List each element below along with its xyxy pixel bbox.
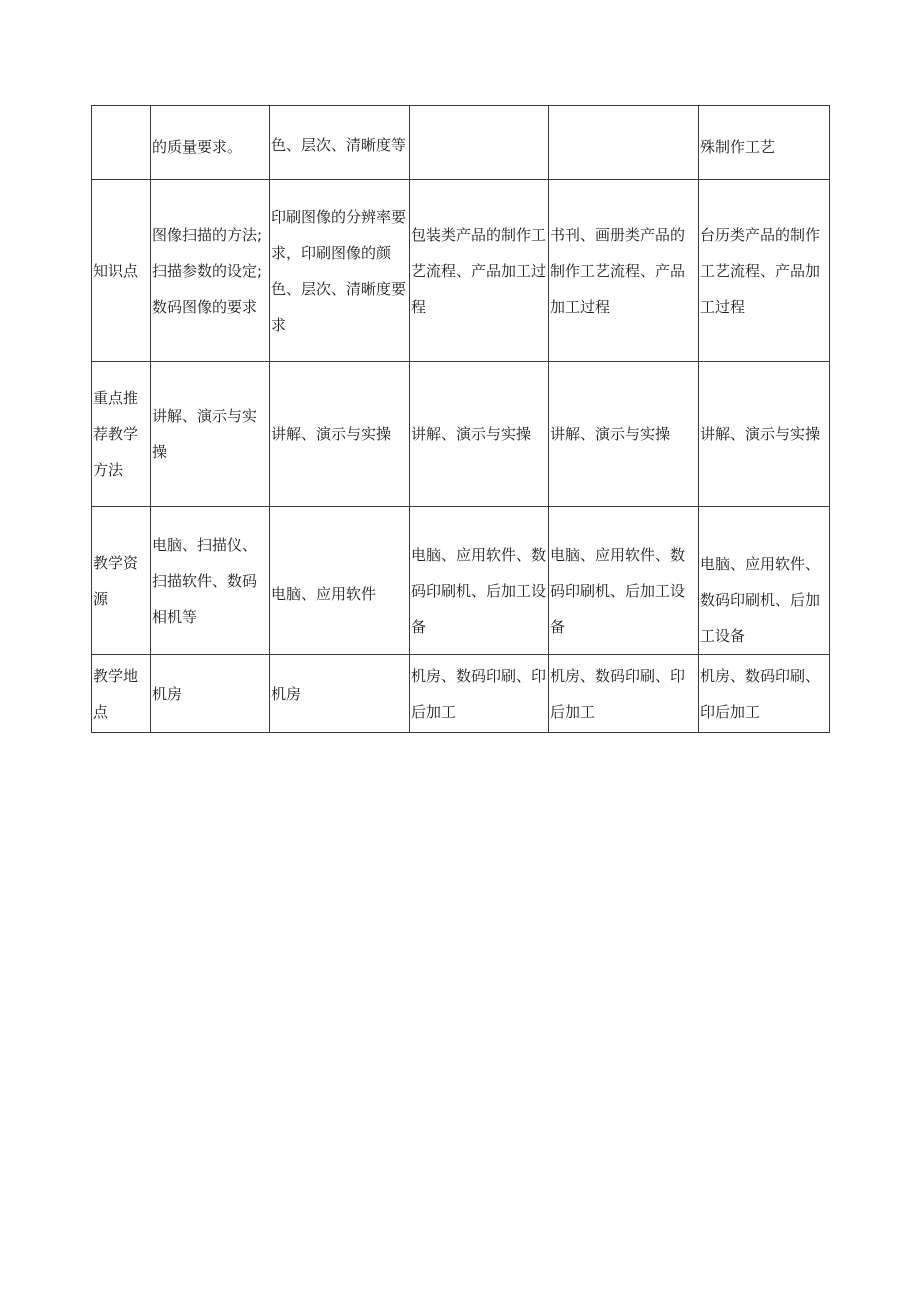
cell-text: 电脑、应用软件、数码印刷机、后加工设备 bbox=[700, 555, 821, 645]
table-cell bbox=[151, 507, 270, 655]
cell-text: 电脑、扫描仪、扫描软件、数码相机等 bbox=[152, 535, 258, 626]
row-label bbox=[92, 507, 151, 655]
cell-text: 机房 bbox=[271, 684, 302, 703]
row-label-text: 教学地点 bbox=[93, 666, 139, 721]
cell-text: 机房、数码印刷、印后加工 bbox=[411, 666, 547, 721]
cell-text: 电脑、应用软件、数码印刷机、后加工设备 bbox=[550, 546, 686, 636]
cell-text: 台历类产品的制作工艺流程、产品加工过程 bbox=[700, 225, 821, 316]
cell-text: 色、层次、清晰度等 bbox=[271, 136, 407, 154]
cell-text: 殊制作工艺 bbox=[700, 137, 776, 156]
row-label bbox=[92, 106, 151, 180]
table-cell bbox=[270, 655, 410, 733]
table-cell bbox=[549, 655, 699, 733]
row-label-text: 知识点 bbox=[93, 261, 139, 280]
table-cell bbox=[549, 106, 699, 180]
course-table bbox=[91, 105, 830, 733]
table-row bbox=[92, 507, 830, 655]
table-cell bbox=[549, 507, 699, 655]
cell-text: 讲解、演示与实操 bbox=[700, 425, 821, 443]
table-cell bbox=[699, 655, 830, 733]
table-cell bbox=[151, 106, 270, 180]
table-cell bbox=[549, 362, 699, 507]
table-cell bbox=[410, 180, 549, 362]
table-cell bbox=[270, 507, 410, 655]
table-row bbox=[92, 362, 830, 507]
cell-text: 机房、数码印刷、印后加工 bbox=[550, 666, 686, 721]
table-cell bbox=[410, 106, 549, 180]
cell-text: 图像扫描的方法;扫描参数的设定;数码图像的要求 bbox=[152, 225, 263, 316]
table-cell bbox=[410, 507, 549, 655]
cell-text: 讲解、演示与实操 bbox=[152, 407, 258, 461]
table-cell bbox=[699, 507, 830, 655]
table-cell bbox=[410, 362, 549, 507]
row-label-text: 重点推荐教学方法 bbox=[93, 389, 139, 479]
table-cell bbox=[270, 362, 410, 507]
cell-text: 讲解、演示与实操 bbox=[411, 425, 532, 443]
table-cell bbox=[270, 106, 410, 180]
cell-text: 书刊、画册类产品的制作工艺流程、产品加工过程 bbox=[550, 225, 686, 316]
row-label bbox=[92, 180, 151, 362]
cell-text: 讲解、演示与实操 bbox=[271, 425, 392, 443]
table-row bbox=[92, 180, 830, 362]
table-cell bbox=[270, 180, 410, 362]
row-label bbox=[92, 655, 151, 733]
table-cell bbox=[699, 362, 830, 507]
cell-text: 包装类产品的制作工艺流程、产品加工过程 bbox=[411, 225, 547, 316]
table-cell bbox=[151, 180, 270, 362]
cell-text: 讲解、演示与实操 bbox=[550, 425, 671, 443]
cell-text: 印刷图像的分辨率要求，印刷图像的颜色、层次、清晰度要求 bbox=[271, 207, 407, 334]
table-cell bbox=[699, 106, 830, 180]
row-label bbox=[92, 362, 151, 507]
table-row bbox=[92, 655, 830, 733]
table-cell bbox=[549, 180, 699, 362]
table-cell bbox=[410, 655, 549, 733]
row-label-text: 教学资源 bbox=[93, 553, 139, 608]
table-cell bbox=[151, 655, 270, 733]
cell-text: 机房、数码印刷、印后加工 bbox=[700, 666, 821, 721]
table-cell bbox=[699, 180, 830, 362]
cell-text: 的质量要求。 bbox=[152, 137, 243, 156]
table-row bbox=[92, 106, 830, 180]
cell-text: 机房 bbox=[152, 684, 183, 703]
cell-text: 电脑、应用软件 bbox=[271, 584, 377, 603]
cell-text: 电脑、应用软件、数码印刷机、后加工设备 bbox=[411, 546, 547, 636]
table-cell bbox=[151, 362, 270, 507]
